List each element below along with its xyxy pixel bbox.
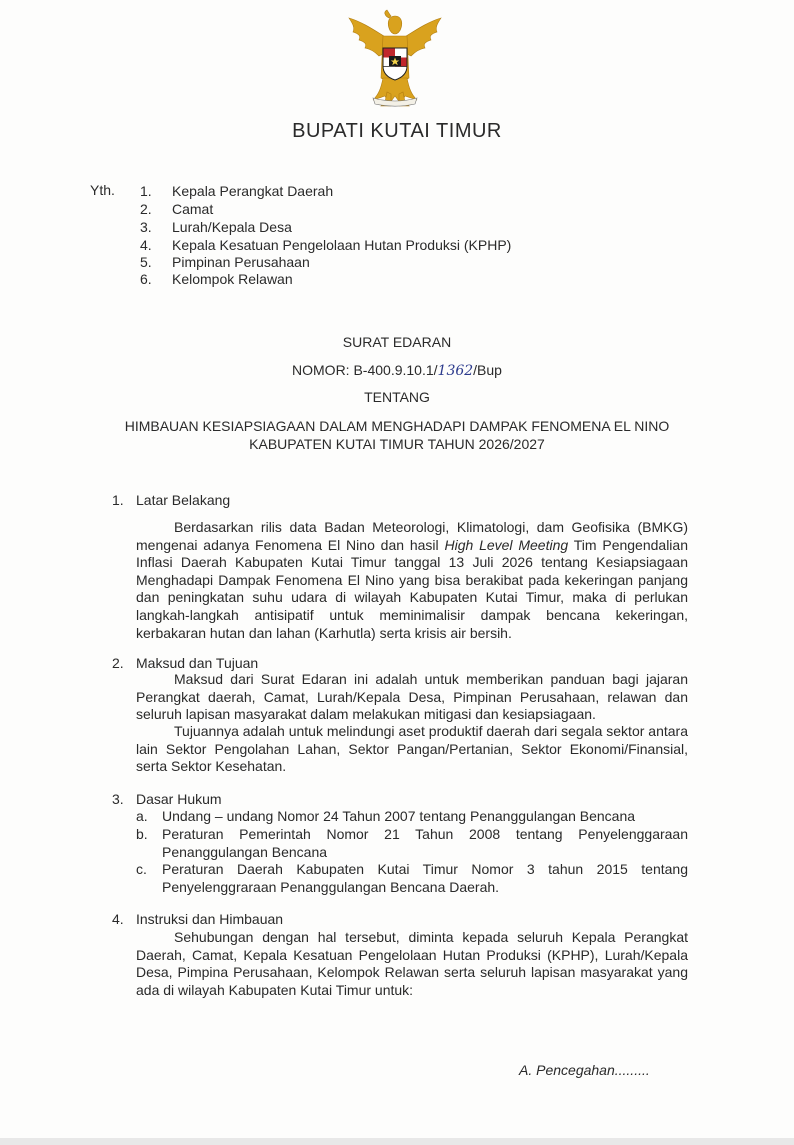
garuda-emblem-icon: [343, 8, 447, 112]
recipient-item: 3. Lurah/Kepala Desa: [140, 219, 292, 235]
emphasis-text: High Level Meeting: [444, 536, 569, 553]
legal-basis-item: a. Undang – undang Nomor 24 Tahun 2007 tentang Penanggulangan Bencana: [136, 808, 636, 824]
subject-line-1: HIMBAUAN KESIAPSIAGAAN DALAM MENGHADAPI DAMPAK FENOMENA EL NINO: [124, 418, 670, 434]
legal-basis-item: c. Peraturan Daerah Kabupaten Kutai Timur Nomor 3 tahun 2015 tentang Penyelenggraraan Penanggulangan Bencana Daerah.: [136, 861, 688, 895]
recipient-item: 4. Kepala Kesatuan Pengelolaan Hutan Produksi (KPHP): [140, 237, 512, 253]
continuation-note: A. Pencegahan.........: [519, 1062, 650, 1078]
section-paragraph: Maksud dari Surat Edaran ini adalah untuk memberikan panduan bagi jajaran Perangkat daerah, Camat, Lurah/Kepala Desa, Pimpinan Perusahaan, relawan dan seluruh lapisan masyarakat dalam melakukan mitigasi dan kesiapsiagaan.: [136, 671, 688, 723]
letter-type: SURAT EDARAN: [342, 334, 452, 350]
recipient-item: 1. Kepala Perangkat Daerah: [140, 183, 334, 199]
page-bottom-edge: [0, 1138, 794, 1145]
subject-line-2: KABUPATEN KUTAI TIMUR TAHUN 2026/2027: [249, 436, 545, 452]
tentang-label: TENTANG: [364, 389, 430, 405]
letter-number: NOMOR: B-400.9.10.1/1362/Bup: [292, 362, 502, 379]
recipient-label: Yth.: [90, 182, 115, 198]
recipient-item: 6. Kelompok Relawan: [140, 271, 293, 287]
section-paragraph: Berdasarkan rilis data Badan Meteorologi, Klimatologi, dam Geofisika (BMKG) mengenai adanya Fenomena El Nino dan hasil High Level Meeting Tim Pengendalian Inflasi Daerah Kabupaten Kutai Timur tanggal 13 Juli 2026 tentang Kesiapsiagaan Menghadapi Dampak Fenomena El Nino yang bisa berakibat pada kekeringan panjang dan peningkatan suhu udara di wilayah Kabupaten Kutai Timur, maka di perlukan langkah-langkah antisipatif untuk meminimalisir dampak bencana kekeringan, kerbakaran hutan dan lahan (Karhutla) serta krisis air bersih.: [136, 519, 688, 641]
section-title: 2. Maksud dan Tujuan: [112, 655, 259, 671]
handwritten-number: 1362: [437, 363, 474, 379]
section-paragraph: Tujuannya adalah untuk melindungi aset produktif daerah dari segala sektor antara lain Sektor Pengolahan Lahan, Sektor Pangan/Pertanian, Sektor Ekonomi/Finansial, serta Sektor Kesehatan.: [136, 723, 688, 775]
recipient-item: 5. Pimpinan Perusahaan: [140, 254, 310, 270]
section-paragraph: Sehubungan dengan hal tersebut, diminta kepada seluruh Kepala Perangkat Daerah, Camat, Kepala Kesatuan Pengelolaan Hutan Produksi (KPHP), Lurah/Kepala Desa, Pimpina Perusahaan, Kelompok Relawan serta seluruh lapisan masyarakat yang ada di wilayah Kabupaten Kutai Timur untuk:: [136, 929, 688, 998]
section-title: 1. Latar Belakang: [112, 492, 231, 508]
recipient-item: 2. Camat: [140, 201, 214, 217]
legal-basis-item: b. Peraturan Pemerintah Nomor 21 Tahun 2008 tentang Penyelenggaraan Penanggulangan Bencana: [136, 826, 688, 860]
section-title: 3. Dasar Hukum: [112, 791, 222, 807]
section-title: 4. Instruksi dan Himbauan: [112, 911, 284, 927]
page-title: BUPATI KUTAI TIMUR: [292, 120, 502, 142]
